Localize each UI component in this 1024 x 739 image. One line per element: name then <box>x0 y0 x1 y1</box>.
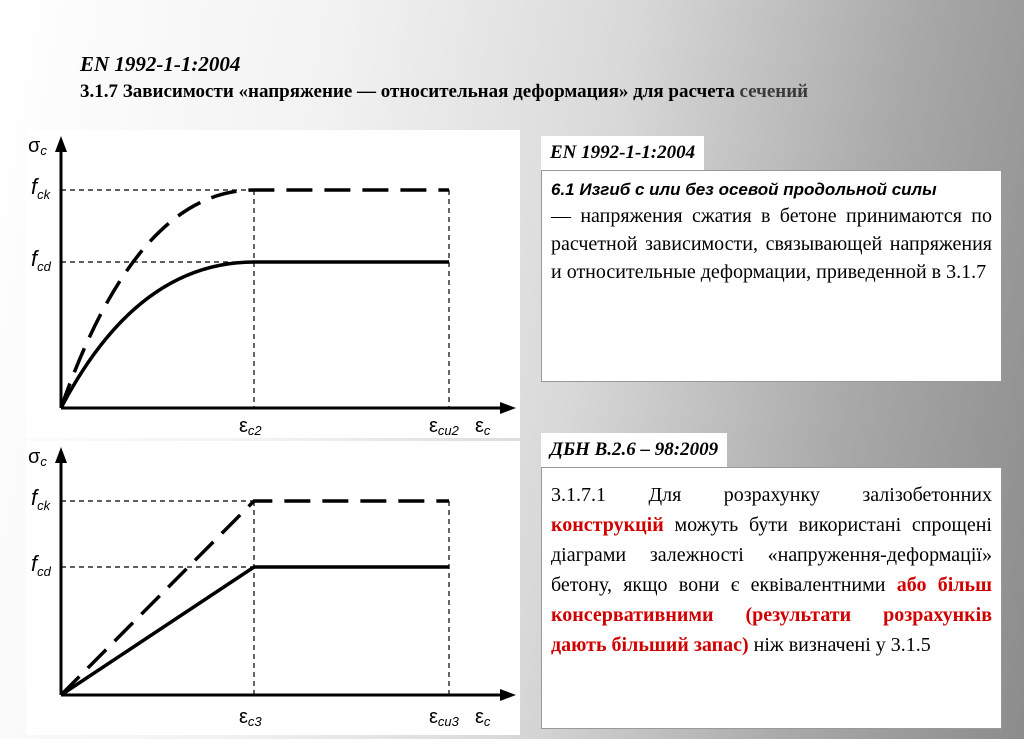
x-axis-label: εc <box>475 706 491 729</box>
ec3-label: εc3 <box>239 706 262 729</box>
box2-red2: або більш консервативними (результати розрахунків дають більший запас) <box>551 574 992 656</box>
box2-tab: ДБН В.2.6 – 98:2009 <box>541 433 727 467</box>
box2-part3: ніж визначені у 3.1.5 <box>748 634 931 656</box>
ec2-label: εc2 <box>239 415 262 438</box>
x-axis-arrow <box>500 689 516 701</box>
parabola-rectangle-diagram <box>26 130 520 438</box>
title-standard: EN 1992-1-1:2004 <box>80 52 241 76</box>
box1-text <box>541 170 1002 382</box>
y-axis-label: σc <box>28 135 47 158</box>
box1-tab: EN 1992-1-1:2004 <box>541 136 704 170</box>
ecu3-label: εcu3 <box>429 706 459 729</box>
bilinear-diagram <box>26 441 520 735</box>
x-axis-label: εc <box>475 415 491 438</box>
subtitle-text: 3.1.7 Зависимости «напряжение — относительная деформация» для расчета <box>80 81 735 102</box>
characteristic-line <box>61 501 449 695</box>
fck-label: $f_{ck}$ <box>31 174 51 202</box>
y-axis-label: σc <box>28 446 47 469</box>
slide-title <box>80 52 808 103</box>
fck-label: $f_{ck}$ <box>31 485 51 513</box>
box2-red1: конструкцій <box>551 514 664 536</box>
title-subtitle <box>80 81 808 103</box>
box2-text <box>541 467 1002 729</box>
characteristic-curve <box>61 190 449 408</box>
subtitle-tail: сечений <box>734 81 809 102</box>
fcd-label: $f_{cd}$ <box>31 246 51 274</box>
box2-part1: 3.1.7.1 Для розрахунку залізобетонних <box>551 484 992 506</box>
y-axis-arrow <box>55 447 67 463</box>
ecu2-label: εcu2 <box>429 415 459 438</box>
box1-body: — напряжения сжатия в бетоне принимаются по расчетной зависимости, связывающей напряжения и относительные деформации, приведенной в 3.1.7 <box>551 205 992 283</box>
box2-part2: можуть бути використані спрощені діаграми залежності «напруження-деформації» бетону, якщо вони є еквівалентними <box>551 514 992 596</box>
x-axis-arrow <box>500 402 516 414</box>
design-line <box>61 567 449 695</box>
box1-heading: 6.1 Изгиб с или без осевой продольной силы <box>551 180 937 199</box>
y-axis-arrow <box>55 136 67 152</box>
fcd-label: $f_{cd}$ <box>31 551 51 579</box>
